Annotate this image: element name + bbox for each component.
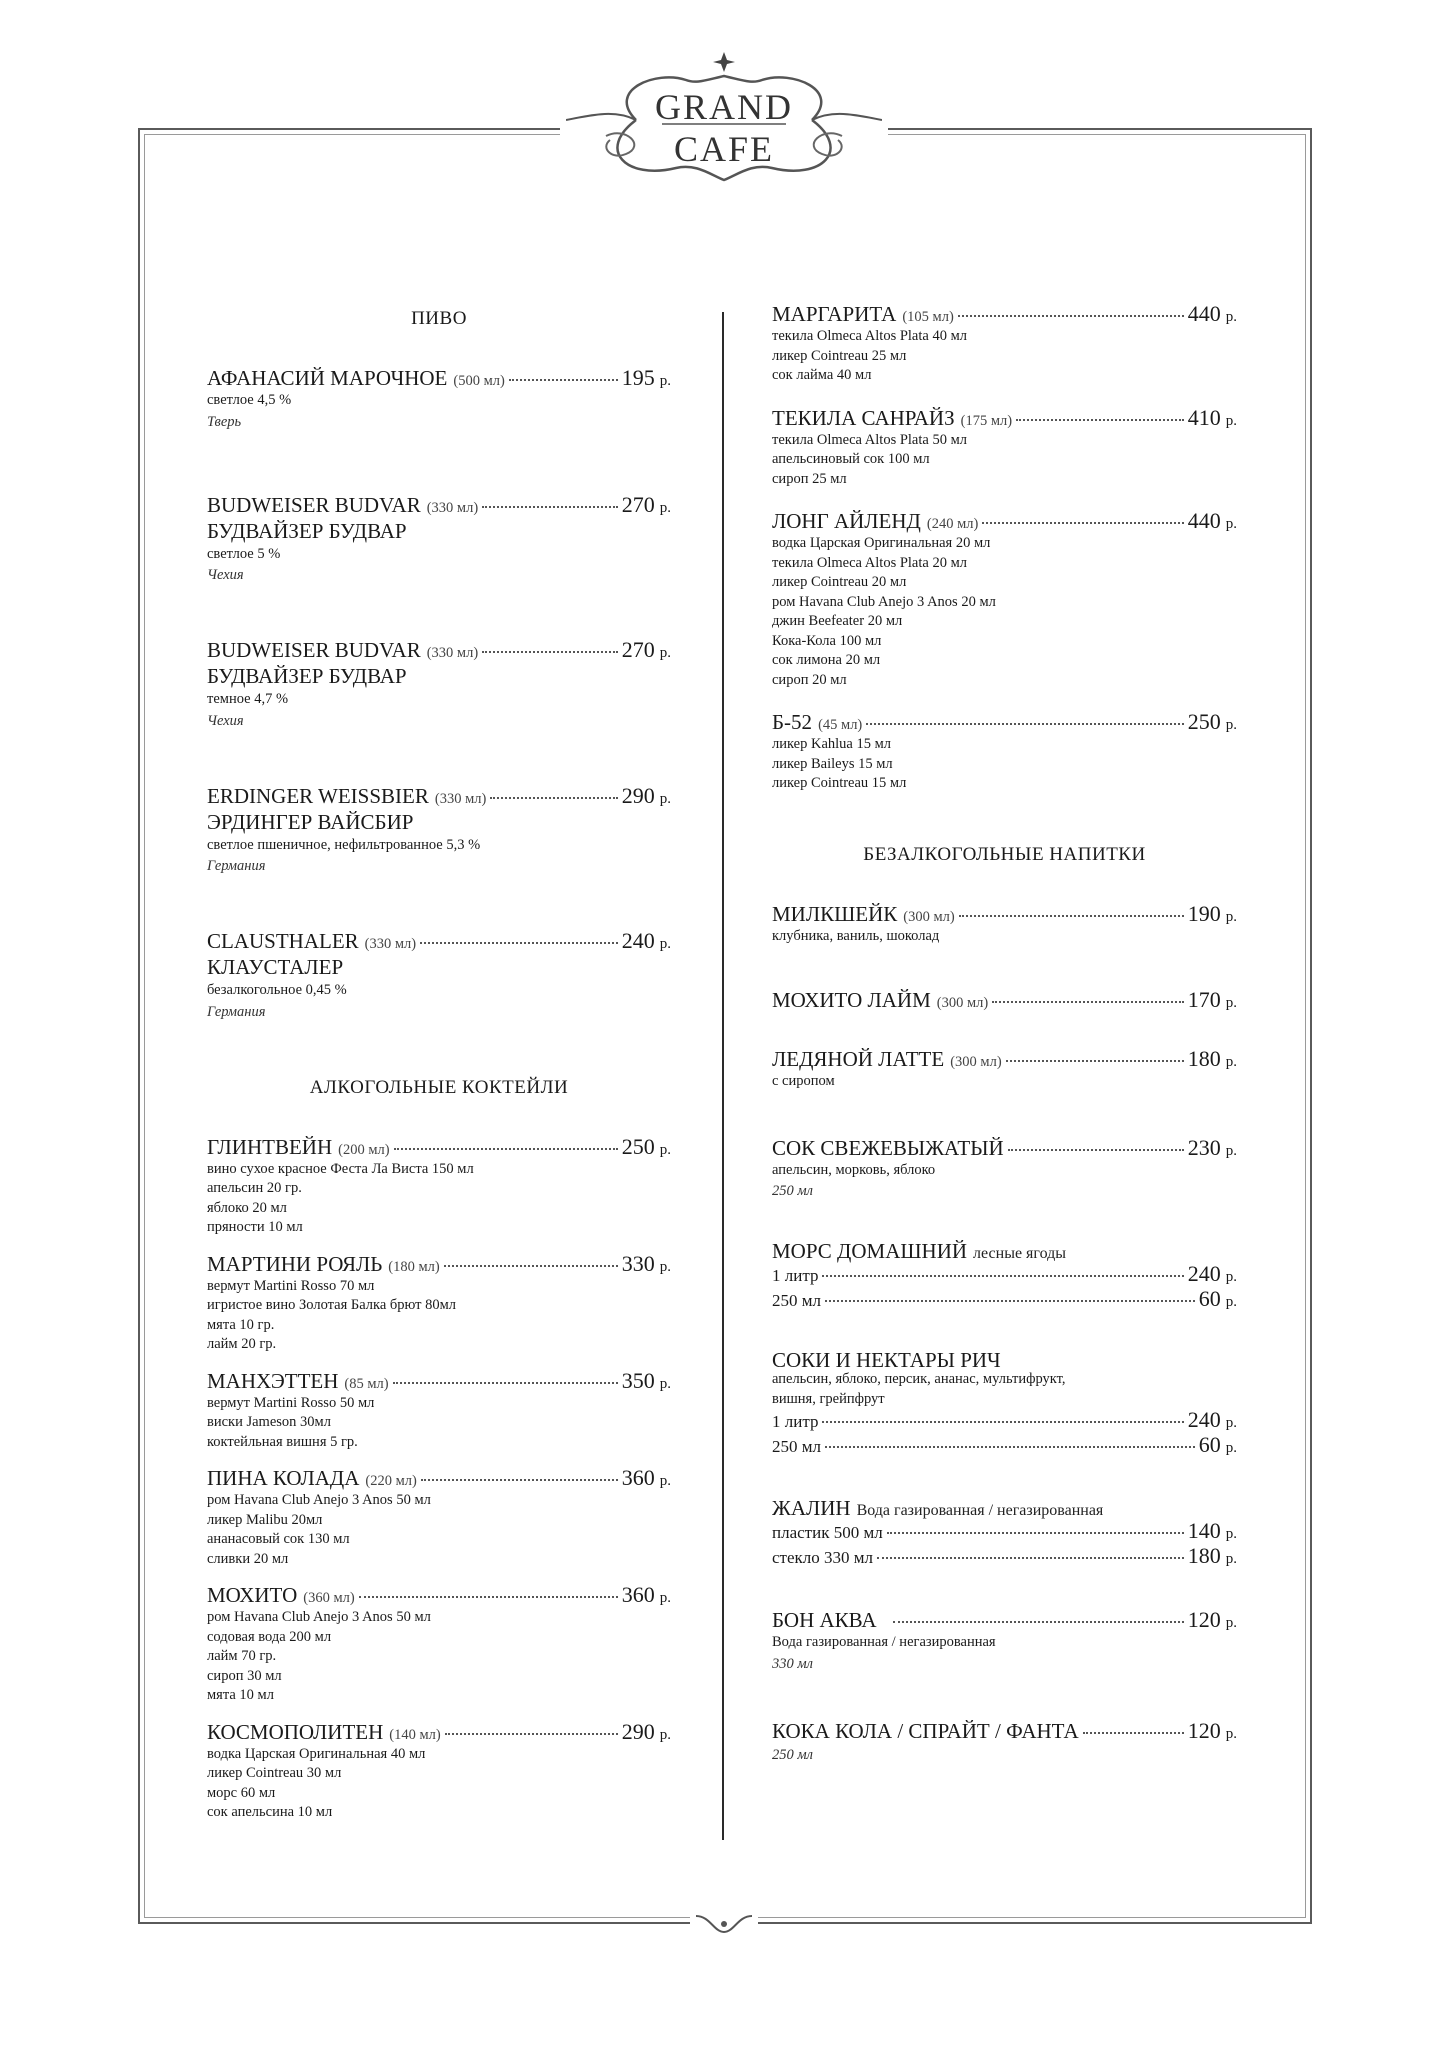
item-currency: р. bbox=[659, 373, 671, 389]
menu-item bbox=[207, 782, 671, 878]
item-desc: Кока-Кола 100 мл bbox=[772, 632, 882, 649]
item-name: СОК СВЕЖЕВЫЖАТЫЙ bbox=[772, 1135, 1004, 1160]
item-origin: Германия bbox=[207, 1003, 266, 1020]
item-name: BUDWEISER BUDVAR bbox=[207, 638, 421, 662]
item-volume: (500 мл) bbox=[453, 373, 505, 389]
item-desc: ликер Kahlua 15 мл bbox=[772, 736, 892, 752]
item-currency: р. bbox=[1225, 908, 1237, 925]
leader-dots bbox=[992, 1001, 1184, 1003]
leader-dots bbox=[490, 797, 617, 799]
item-desc: апельсин, яблоко, персик, ананас, мультифрукт, bbox=[772, 1371, 1066, 1387]
menu-item bbox=[207, 928, 671, 1023]
menu-item bbox=[772, 900, 1237, 947]
item-desc: текила Olmeca Altos Plata 20 мл bbox=[772, 554, 967, 571]
menu-item bbox=[207, 1718, 671, 1823]
item-currency: р. bbox=[659, 1258, 671, 1275]
item-subname: ЭРДИНГЕР ВАЙСБИР bbox=[207, 809, 414, 834]
item-price: 270 bbox=[621, 637, 655, 662]
item-volume: (300 мл) bbox=[903, 908, 955, 925]
item-desc: сироп 30 мл bbox=[207, 1667, 282, 1684]
item-name: ТЕКИЛА САНРАЙЗ bbox=[772, 405, 955, 430]
item-price: 290 bbox=[621, 1718, 655, 1744]
bottom-ornament-icon bbox=[692, 1912, 756, 1938]
item-currency: р. bbox=[659, 790, 671, 807]
item-desc: клубника, ваниль, шоколад bbox=[772, 927, 940, 944]
menu-item bbox=[772, 1496, 1237, 1570]
item-desc: светлое пшеничное, нефильтрованное 5,3 % bbox=[207, 836, 481, 853]
item-subname: БУДВАЙЗЕР БУДВАР bbox=[207, 518, 407, 543]
item-currency: р. bbox=[659, 499, 671, 516]
item-currency: р. bbox=[1225, 717, 1237, 733]
item-volume-note: 330 мл bbox=[772, 1655, 813, 1672]
item-desc: текила Olmeca Altos Plata 50 мл bbox=[772, 431, 967, 448]
item-volume: (240 мл) bbox=[926, 516, 979, 532]
option-label: 250 мл bbox=[772, 1437, 821, 1456]
menu-item bbox=[207, 365, 671, 433]
menu-item bbox=[207, 491, 671, 587]
grand-cafe-logo bbox=[566, 50, 882, 186]
menu-item bbox=[772, 1046, 1237, 1092]
menu-item bbox=[772, 404, 1237, 490]
menu-item bbox=[772, 301, 1237, 386]
item-currency: р. bbox=[1225, 1615, 1237, 1631]
item-price: 170 bbox=[1187, 987, 1221, 1012]
leader-dots bbox=[420, 942, 618, 944]
item-desc: Вода газированная / негазированная bbox=[772, 1634, 996, 1650]
leader-dots bbox=[822, 1421, 1183, 1423]
item-desc: ром Havana Club Anejo 3 Anos 20 мл bbox=[772, 593, 996, 610]
item-volume: (330 мл) bbox=[426, 499, 479, 516]
item-volume: (200 мл) bbox=[338, 1141, 390, 1158]
item-desc: виски Jameson 30мл bbox=[207, 1414, 331, 1430]
item-price: 440 bbox=[1187, 508, 1221, 533]
item-price: 120 bbox=[1187, 1607, 1221, 1632]
item-currency: р. bbox=[1225, 1269, 1237, 1285]
item-volume: (180 мл) bbox=[388, 1258, 440, 1275]
menu-item bbox=[207, 1367, 671, 1453]
item-name: Б-52 bbox=[772, 710, 813, 734]
item-volume: (330 мл) bbox=[434, 790, 487, 807]
section-title-cocktails: АЛКОГОЛЬНЫЕ КОКТЕЙЛИ bbox=[309, 1076, 569, 1098]
item-price: 360 bbox=[621, 1582, 655, 1607]
item-price: 240 bbox=[621, 928, 655, 953]
option-price: 240 bbox=[1187, 1261, 1221, 1286]
item-desc: ананасовый сок 130 мл bbox=[207, 1531, 350, 1547]
logo-word-cafe: CAFE bbox=[673, 129, 775, 169]
option-label: стекло 330 мл bbox=[772, 1548, 874, 1567]
item-desc: с сиропом bbox=[772, 1073, 835, 1089]
option-price: 240 bbox=[1187, 1407, 1221, 1432]
item-desc: водка Царская Оригинальная 40 мл bbox=[207, 1745, 426, 1762]
option-price: 60 bbox=[1198, 1286, 1221, 1311]
item-desc: лайм 70 гр. bbox=[207, 1648, 277, 1664]
item-currency: р. bbox=[1225, 516, 1237, 532]
item-desc: вино сухое красное Феста Ла Виста 150 мл bbox=[207, 1160, 474, 1177]
option-label: 1 литр bbox=[772, 1266, 819, 1285]
item-desc: ликер Cointreau 30 мл bbox=[207, 1765, 342, 1781]
leader-dots bbox=[887, 1532, 1184, 1534]
item-price: 350 bbox=[621, 1367, 655, 1393]
item-volume: (175 мл) bbox=[960, 412, 1013, 429]
item-desc: ром Havana Club Anejo 3 Anos 50 мл bbox=[207, 1609, 431, 1625]
item-name: МОХИТО bbox=[207, 1583, 298, 1607]
item-price: 270 bbox=[621, 491, 655, 517]
leader-dots bbox=[982, 522, 1183, 524]
item-price: 190 bbox=[1187, 900, 1221, 926]
item-desc: светлое 4,5 % bbox=[207, 392, 292, 408]
item-desc: ликер Cointreau 20 мл bbox=[772, 574, 907, 590]
menu-item bbox=[207, 637, 671, 732]
item-note: лесные ягоды bbox=[973, 1245, 1066, 1262]
item-desc: игристое вино Золотая Балка брют 80мл bbox=[207, 1297, 457, 1313]
item-desc: темное 4,7 % bbox=[207, 691, 289, 707]
item-volume: (300 мл) bbox=[936, 995, 989, 1011]
item-name: КОКА КОЛА / СПРАЙТ / ФАНТА bbox=[772, 1718, 1079, 1743]
item-price: 290 bbox=[621, 782, 655, 808]
option-label: 250 мл bbox=[772, 1291, 821, 1310]
menu-item bbox=[207, 1582, 671, 1706]
item-currency: р. bbox=[1225, 1725, 1237, 1742]
leader-dots bbox=[893, 1621, 1184, 1623]
item-price: 195 bbox=[621, 365, 655, 390]
price-option bbox=[772, 1409, 1237, 1434]
item-name: МОХИТО ЛАЙМ bbox=[772, 988, 931, 1012]
item-desc: ликер Cointreau 15 мл bbox=[772, 775, 907, 791]
leader-dots bbox=[509, 379, 618, 381]
item-subname: БУДВАЙЗЕР БУДВАР bbox=[207, 664, 407, 688]
item-volume: (220 мл) bbox=[365, 1473, 417, 1489]
item-name: МАРГАРИТА bbox=[772, 302, 897, 326]
item-currency: р. bbox=[659, 645, 671, 661]
item-desc: коктейльная вишня 5 гр. bbox=[207, 1433, 358, 1450]
leader-dots bbox=[825, 1446, 1195, 1448]
item-name: КОСМОПОЛИТЕН bbox=[207, 1719, 384, 1744]
leader-dots bbox=[825, 1300, 1195, 1302]
item-desc: ликер Cointreau 25 мл bbox=[772, 347, 907, 364]
right-column bbox=[772, 300, 1237, 1766]
item-volume: (330 мл) bbox=[364, 936, 417, 952]
price-option bbox=[772, 1545, 1237, 1570]
item-currency: р. bbox=[659, 1375, 671, 1392]
option-label: 1 литр bbox=[772, 1412, 819, 1431]
item-price: 440 bbox=[1187, 301, 1221, 326]
item-volume: (105 мл) bbox=[902, 309, 954, 325]
item-volume-note: 250 мл bbox=[772, 1746, 813, 1763]
item-volume: (140 мл) bbox=[389, 1726, 441, 1743]
item-desc: содовая вода 200 мл bbox=[207, 1628, 332, 1645]
item-volume-note: 250 мл bbox=[772, 1183, 813, 1199]
item-volume: (330 мл) bbox=[426, 645, 479, 661]
item-currency: р. bbox=[1225, 995, 1237, 1011]
item-desc: джин Beefeater 20 мл bbox=[772, 613, 903, 629]
item-desc: мята 10 гр. bbox=[207, 1316, 275, 1333]
leader-dots bbox=[877, 1557, 1184, 1559]
item-desc: сливки 20 мл bbox=[207, 1550, 289, 1567]
item-price: 250 bbox=[621, 1133, 655, 1159]
item-price: 330 bbox=[621, 1250, 655, 1276]
item-currency: р. bbox=[1225, 1440, 1237, 1456]
item-currency: р. bbox=[659, 1473, 671, 1489]
leader-dots bbox=[393, 1382, 618, 1384]
leader-dots bbox=[1006, 1060, 1184, 1062]
leader-dots bbox=[958, 315, 1184, 317]
leader-dots bbox=[1083, 1732, 1184, 1734]
column-divider bbox=[722, 312, 724, 1840]
item-desc: пряности 10 мл bbox=[207, 1219, 303, 1235]
item-desc: сок лайма 40 мл bbox=[772, 367, 872, 383]
leader-dots bbox=[1016, 419, 1184, 421]
menu-item bbox=[207, 1465, 671, 1569]
item-desc: вермут Martini Rosso 50 мл bbox=[207, 1394, 375, 1411]
item-desc: вермут Martini Rosso 70 мл bbox=[207, 1277, 375, 1294]
item-price: 230 bbox=[1187, 1134, 1221, 1160]
option-label: пластик 500 мл bbox=[772, 1523, 883, 1542]
leader-dots bbox=[482, 506, 618, 508]
option-price: 140 bbox=[1187, 1518, 1221, 1543]
menu-item bbox=[772, 987, 1237, 1013]
item-volume: (45 мл) bbox=[818, 717, 863, 733]
item-name: МАНХЭТТЕН bbox=[207, 1368, 339, 1393]
menu-item bbox=[772, 709, 1237, 794]
item-currency: р. bbox=[1225, 1551, 1237, 1567]
item-price: 250 bbox=[1187, 709, 1221, 734]
item-desc: светлое 5 % bbox=[207, 545, 281, 562]
left-column bbox=[207, 300, 671, 1823]
item-desc: водка Царская Оригинальная 20 мл bbox=[772, 535, 991, 551]
item-name: ERDINGER WEISSBIER bbox=[207, 783, 429, 808]
option-price: 60 bbox=[1198, 1432, 1221, 1457]
item-name: СОКИ И НЕКТАРЫ РИЧ bbox=[772, 1348, 1001, 1372]
section-title-beer: ПИВО bbox=[411, 308, 467, 329]
menu-item bbox=[207, 1133, 671, 1238]
section-title-soft-drinks: БЕЗАЛКОГОЛЬНЫЕ НАПИТКИ bbox=[863, 843, 1146, 865]
logo-word-grand: GRAND bbox=[654, 87, 793, 127]
leader-dots bbox=[359, 1596, 618, 1598]
item-price: 360 bbox=[621, 1465, 655, 1490]
item-desc: текила Olmeca Altos Plata 40 мл bbox=[772, 328, 967, 344]
item-currency: р. bbox=[659, 1590, 671, 1606]
menu-item bbox=[772, 1607, 1237, 1675]
item-note: Вода газированная / негазированная bbox=[856, 1502, 1104, 1519]
item-desc: лайм 20 гр. bbox=[207, 1336, 277, 1352]
leader-dots bbox=[959, 915, 1184, 917]
menu-item bbox=[772, 1134, 1237, 1203]
item-name: BUDWEISER BUDVAR bbox=[207, 492, 421, 517]
price-option bbox=[772, 1263, 1237, 1288]
item-desc: мята 10 мл bbox=[207, 1687, 274, 1703]
item-name: ЛЕДЯНОЙ ЛАТТЕ bbox=[772, 1047, 945, 1071]
leader-dots bbox=[421, 1479, 618, 1481]
leader-dots bbox=[1008, 1149, 1184, 1151]
leader-dots bbox=[445, 1733, 618, 1735]
item-origin: Германия bbox=[207, 858, 266, 874]
item-currency: р. bbox=[1225, 412, 1237, 429]
item-name: ЖАЛИН bbox=[772, 1496, 851, 1520]
item-name: БОН АКВА bbox=[772, 1608, 877, 1632]
item-name: ГЛИНТВЕЙН bbox=[207, 1134, 333, 1159]
item-currency: р. bbox=[1225, 309, 1237, 325]
item-subname: КЛАУСТАЛЕР bbox=[207, 955, 344, 979]
item-desc: сок апельсина 10 мл bbox=[207, 1804, 333, 1820]
item-name: ПИНА КОЛАДА bbox=[207, 1466, 360, 1490]
item-desc: ликер Baileys 15 мл bbox=[772, 755, 893, 772]
item-desc: морс 60 мл bbox=[207, 1784, 276, 1801]
item-name: МАРТИНИ РОЯЛЬ bbox=[207, 1251, 383, 1276]
menu-item bbox=[772, 1717, 1237, 1766]
item-volume: (300 мл) bbox=[950, 1054, 1002, 1070]
item-desc: сок лимона 20 мл bbox=[772, 652, 881, 668]
item-currency: р. bbox=[1225, 1415, 1237, 1431]
item-desc: безалкогольное 0,45 % bbox=[207, 982, 347, 998]
item-desc: ром Havana Club Anejo 3 Anos 50 мл bbox=[207, 1492, 431, 1508]
item-desc: апельсиновый сок 100 мл bbox=[772, 451, 930, 467]
leader-dots bbox=[482, 651, 618, 653]
item-desc: апельсин, морковь, яблоко bbox=[772, 1161, 936, 1178]
item-origin: Чехия bbox=[207, 567, 244, 583]
item-name: ЛОНГ АЙЛЕНД bbox=[772, 509, 921, 533]
leader-dots bbox=[394, 1148, 618, 1150]
item-currency: р. bbox=[1225, 1054, 1237, 1070]
item-price: 180 bbox=[1187, 1046, 1221, 1071]
item-price: 410 bbox=[1187, 404, 1221, 430]
menu-item bbox=[772, 508, 1237, 690]
option-price: 180 bbox=[1187, 1543, 1221, 1568]
item-currency: р. bbox=[1225, 1142, 1237, 1159]
price-option bbox=[772, 1288, 1237, 1313]
price-option bbox=[772, 1520, 1237, 1545]
menu-item bbox=[772, 1348, 1237, 1459]
item-name: МОРС ДОМАШНИЙ bbox=[772, 1239, 968, 1263]
leader-dots bbox=[444, 1265, 618, 1267]
item-desc: сироп 25 мл bbox=[772, 470, 847, 487]
item-currency: р. bbox=[1225, 1294, 1237, 1310]
item-volume: (85 мл) bbox=[344, 1375, 389, 1392]
item-currency: р. bbox=[1225, 1526, 1237, 1542]
item-name: МИЛКШЕЙК bbox=[772, 901, 898, 926]
item-currency: р. bbox=[659, 936, 671, 952]
menu-item bbox=[772, 1239, 1237, 1313]
item-name: CLAUSTHALER bbox=[207, 929, 359, 953]
item-desc: яблоко 20 мл bbox=[207, 1199, 287, 1216]
leader-dots bbox=[822, 1275, 1183, 1277]
item-price: 120 bbox=[1187, 1717, 1221, 1743]
item-desc: сироп 20 мл bbox=[772, 671, 847, 688]
item-origin: Чехия bbox=[207, 712, 244, 729]
item-origin: Тверь bbox=[207, 413, 242, 430]
item-name: АФАНАСИЙ МАРОЧНОЕ bbox=[207, 366, 448, 390]
item-desc: апельсин 20 гр. bbox=[207, 1180, 302, 1196]
menu-item bbox=[207, 1250, 671, 1355]
price-option bbox=[772, 1434, 1237, 1459]
leader-dots bbox=[866, 723, 1183, 725]
item-desc: вишня, грейпфрут bbox=[772, 1390, 885, 1407]
item-currency: р. bbox=[659, 1141, 671, 1158]
item-desc: ликер Malibu 20мл bbox=[207, 1511, 323, 1528]
item-volume: (360 мл) bbox=[303, 1590, 355, 1606]
item-currency: р. bbox=[659, 1726, 671, 1743]
